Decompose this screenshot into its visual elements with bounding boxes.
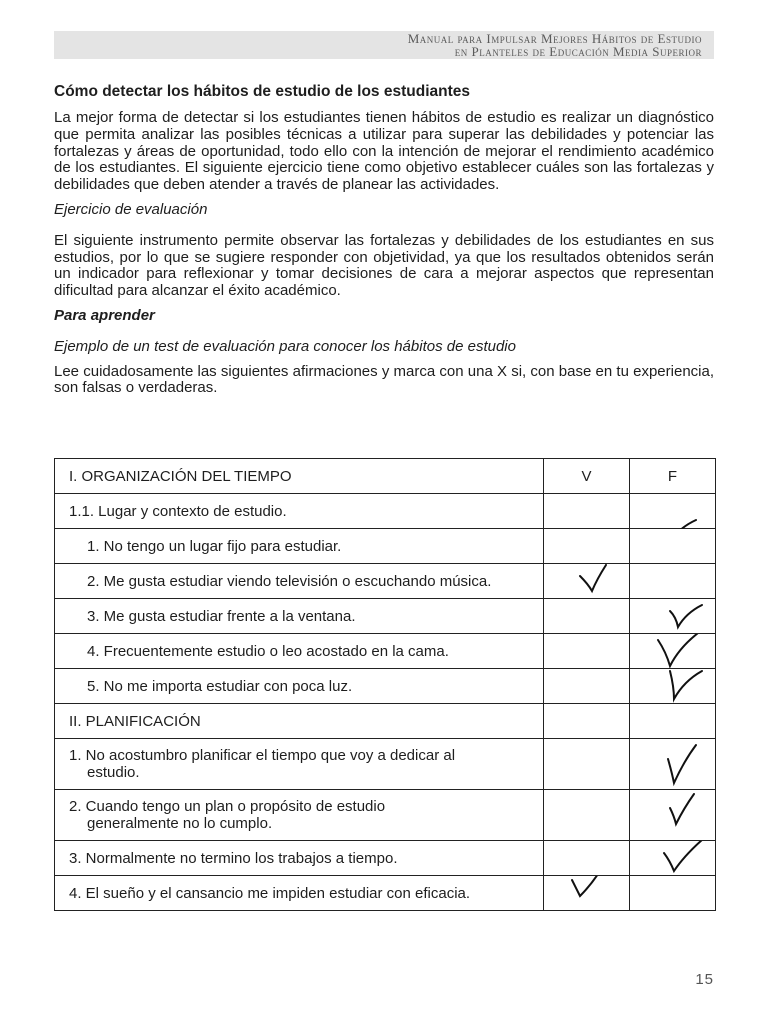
cell-v[interactable]	[544, 841, 630, 876]
column-f-header: F	[630, 459, 716, 494]
intro-paragraph: La mejor forma de detectar si los estudiantes tienen hábitos de estudio es realizar un diagnóstico que permita analizar las posibles técnicas a utilizar para superar las debilidades y potenciar las fortalezas y áreas de oportunidad, todo ello con la intención de mejorar el rendimiento académico de los estudiantes. El siguiente ejercicio tiene como objetivo establecer cuáles son las fortalezas y debilidades que deben atender a través de planear las actividades.	[54, 109, 714, 194]
item-text: 1. No tengo un lugar fijo para estudiar.	[55, 529, 544, 564]
check-mark-icon	[630, 841, 715, 876]
item-text: 4. El sueño y el cansancio me impiden estudiar con eficacia.	[55, 876, 544, 911]
section-organizacion: I. ORGANIZACIÓN DEL TIEMPO	[55, 459, 544, 494]
section-title: Cómo detectar los hábitos de estudio de los estudiantes	[54, 83, 470, 100]
item-text: 4. Frecuentemente estudio o leo acostado en la cama.	[55, 634, 544, 669]
cell-f[interactable]	[630, 634, 716, 669]
exercise-paragraph: El siguiente instrumento permite observar las fortalezas y debilidades de los estudiantes en sus estudios, por lo que se sugiere responder con objetividad, ya que los resultados obtenidos serán un indicador para reflexionar y tomar decisiones de cara a mejorar aspectos que representan dificultad para alcanzar el éxito académico.	[54, 231, 714, 300]
evaluation-table	[54, 458, 716, 911]
cell-f[interactable]	[630, 564, 716, 599]
check-mark-icon	[630, 634, 715, 669]
cell-v[interactable]	[544, 790, 630, 841]
subsection-lugar: 1.1. Lugar y contexto de estudio.	[55, 494, 544, 529]
cell-v[interactable]	[544, 599, 630, 634]
cell-v[interactable]	[544, 739, 630, 790]
cell-f[interactable]	[630, 790, 716, 841]
cell-f[interactable]	[630, 739, 716, 790]
cell-v[interactable]	[544, 529, 630, 564]
table-row	[55, 599, 716, 634]
check-mark-icon	[630, 599, 715, 634]
cell-f[interactable]	[630, 704, 716, 739]
cell-v[interactable]	[544, 634, 630, 669]
item-text: 3. Normalmente no termino los trabajos a tiempo.	[55, 841, 544, 876]
table-row	[55, 790, 716, 841]
item-text	[55, 739, 544, 790]
example-heading: Ejemplo de un test de evaluación para conocer los hábitos de estudio	[54, 337, 516, 355]
exercise-heading: Ejercicio de evaluación	[54, 200, 208, 218]
item-text-line-1: 1. No acostumbro planificar el tiempo que voy a dedicar al	[69, 747, 456, 764]
check-mark-icon	[630, 494, 715, 529]
cell-v[interactable]	[544, 876, 630, 911]
cell-v[interactable]	[544, 669, 630, 704]
table-header-row	[55, 459, 716, 494]
cell-f[interactable]	[630, 599, 716, 634]
table-row	[55, 876, 716, 911]
cell-v[interactable]	[544, 704, 630, 739]
table-row	[55, 564, 716, 599]
check-mark-icon	[544, 564, 629, 599]
cell-f[interactable]	[630, 529, 716, 564]
instructions-paragraph: Lee cuidadosamente las siguientes afirmaciones y marca con una X si, con base en tu experiencia, son falsas o verdaderas.	[54, 362, 714, 397]
check-mark-icon	[630, 739, 715, 790]
column-v-header: V	[544, 459, 630, 494]
cell-v[interactable]	[544, 494, 630, 529]
cell-f[interactable]	[630, 669, 716, 704]
item-text-line-1: 2. Cuando tengo un plan o propósito de estudio	[69, 798, 386, 815]
main-content	[54, 82, 714, 397]
cell-f[interactable]	[630, 876, 716, 911]
table-row	[55, 669, 716, 704]
check-mark-icon	[544, 876, 629, 911]
section-planificacion: II. PLANIFICACIÓN	[55, 704, 544, 739]
item-text-line-2: generalmente no lo cumplo.	[87, 815, 273, 832]
item-text: 5. No me importa estudiar con poca luz.	[55, 669, 544, 704]
table-row	[55, 529, 716, 564]
cell-f[interactable]	[630, 494, 716, 529]
page-number: 15	[695, 971, 714, 988]
item-text	[55, 790, 544, 841]
table-row	[55, 494, 716, 529]
header-line-1: Manual para Impulsar Mejores Hábitos de Estudio	[407, 31, 702, 46]
learn-heading: Para aprender	[54, 306, 155, 324]
item-text: 2. Me gusta estudiar viendo televisión o escuchando música.	[55, 564, 544, 599]
cell-v[interactable]	[544, 564, 630, 599]
table-row	[55, 841, 716, 876]
table-row	[55, 704, 716, 739]
check-mark-icon	[630, 790, 715, 841]
header-line-2: en Planteles de Educación Media Superior	[454, 44, 702, 59]
cell-f[interactable]	[630, 841, 716, 876]
check-mark-icon	[630, 669, 715, 704]
running-header	[54, 31, 714, 59]
table-row	[55, 739, 716, 790]
item-text-line-2: estudio.	[87, 764, 140, 781]
table-row	[55, 634, 716, 669]
item-text: 3. Me gusta estudiar frente a la ventana.	[55, 599, 544, 634]
